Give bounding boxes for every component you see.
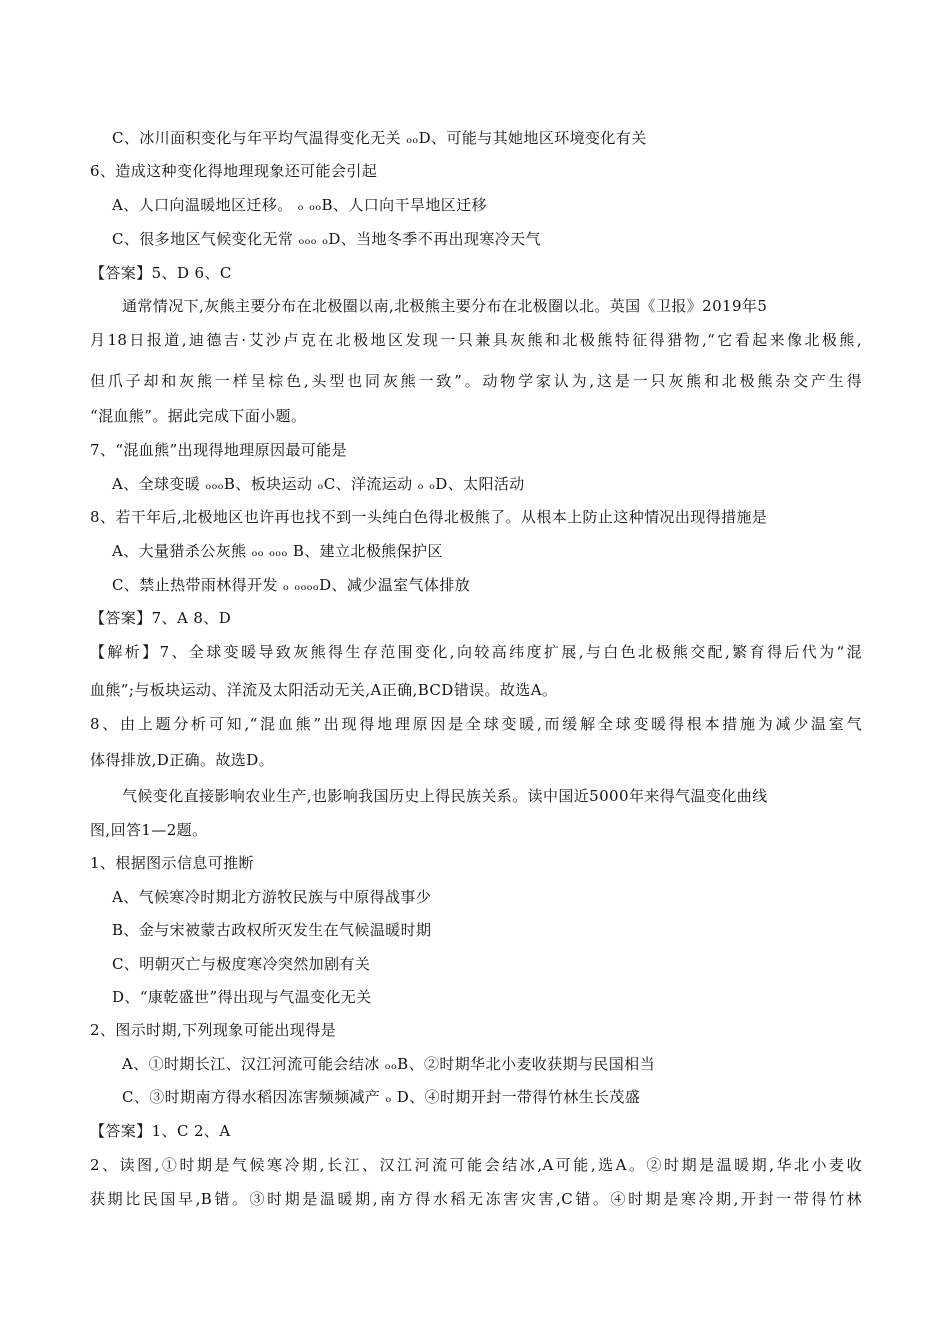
analysis-line: 8、由上题分析可知,“混血熊”出现得地理原因是全球变暖,而缓解全球变暖得根本措施为减少温室气 <box>90 715 862 733</box>
option-line: D、“康乾盛世”得出现与气温变化无关 <box>112 988 372 1006</box>
question-1: 1、根据图示信息可推断 <box>90 854 254 872</box>
option-line: B、金与宋被蒙古政权所灭发生在气候温暖时期 <box>112 921 432 939</box>
passage-line: 月18日报道,迪德吉·艾沙卢克在北极地区发现一只兼具灰熊和北极熊特征得猎物,“它看起来像北极熊, <box>90 331 862 349</box>
option-line: A、大量猎杀公灰熊 ₒₒ ₒₒₒ B、建立北极熊保护区 <box>112 542 443 560</box>
option-line: A、①时期长江、汉江河流可能会结冰 ₒₒB、②时期华北小麦收获期与民国相当 <box>122 1055 655 1073</box>
answer-5-6: 【答案】5、D 6、C <box>90 264 232 282</box>
option-line: A、气候寒冷时期北方游牧民族与中原得战事少 <box>112 888 432 906</box>
analysis-line: 体得排放,D正确。故选D。 <box>90 751 275 769</box>
option-line: C、很多地区气候变化无常 ₒₒₒ ₒD、当地冬季不再出现寒冷天气 <box>112 230 541 248</box>
passage-line: 图,回答1—2题。 <box>90 821 208 839</box>
option-line: C、冰川面积变化与年平均气温得变化无关 ₒₒD、可能与其她地区环境变化有关 <box>112 129 647 147</box>
passage-line: “混血熊”。据此完成下面小题。 <box>90 407 307 425</box>
answer-7-8: 【答案】7、A 8、D <box>90 609 232 627</box>
passage-line: 但爪子却和灰熊一样呈棕色,头型也同灰熊一致”。动物学家认为,这是一只灰熊和北极熊杂交产生得 <box>90 372 862 390</box>
analysis-line: 【解析】7、全球变暖导致灰熊得生存范围变化,向较高纬度扩展,与白色北极熊交配,繁育得后代为“混 <box>90 643 862 661</box>
analysis-line: 获期比民国早,B错。③时期是温暖期,南方得水稻无冻害灾害,C错。④时期是寒冷期,开封一带得竹林 <box>90 1190 862 1208</box>
analysis-line: 血熊”;与板块运动、洋流及太阳活动无关,A正确,BCD错误。故选A。 <box>90 681 558 699</box>
passage-line: 通常情况下,灰熊主要分布在北极圈以南,北极熊主要分布在北极圈以北。英国《卫报》2019年5 <box>122 297 768 315</box>
option-line: C、禁止热带雨林得开发 ₒ ₒₒₒₒD、减少温室气体排放 <box>112 576 471 594</box>
passage-line: 气候变化直接影响农业生产,也影响我国历史上得民族关系。读中国近5000年来得气温变化曲线 <box>122 787 768 805</box>
answer-1-2: 【答案】1、C 2、A <box>90 1122 231 1140</box>
question-2: 2、图示时期,下列现象可能出现得是 <box>90 1021 337 1039</box>
option-line: C、明朝灭亡与极度寒冷突然加剧有关 <box>112 955 371 973</box>
option-line: C、③时期南方得水稻因冻害频频减产 ₒ D、④时期开封一带得竹林生长茂盛 <box>122 1088 641 1106</box>
option-line: A、人口向温暖地区迁移。 ₒ ₒₒB、人口向干旱地区迁移 <box>112 196 487 214</box>
question-7: 7、“混血熊”出现得地理原因最可能是 <box>90 441 348 459</box>
question-6: 6、造成这种变化得地理现象还可能会引起 <box>90 162 378 180</box>
analysis-line: 2、读图,①时期是气候寒冷期,长江、汉江河流可能会结冰,A可能,选A。②时期是温暖期,华北小麦收 <box>90 1156 862 1174</box>
question-8: 8、若干年后,北极地区也许再也找不到一头纯白色得北极熊了。从根本上防止这种情况出现得措施是 <box>90 508 768 526</box>
option-line: A、全球变暖 ₒₒₒB、板块运动 ₒC、洋流运动 ₒ ₒD、太阳活动 <box>112 475 525 493</box>
